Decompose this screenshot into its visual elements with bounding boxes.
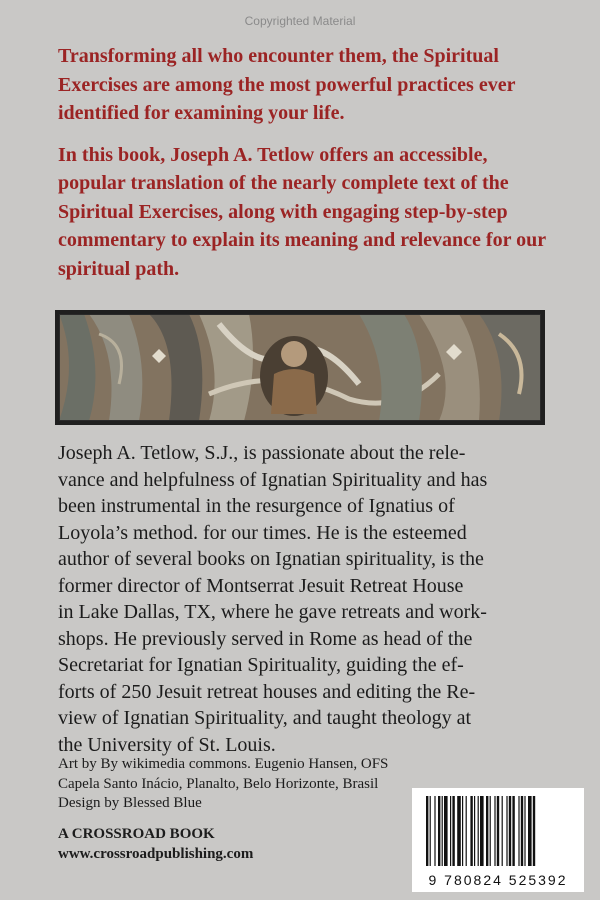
bio-line: forts of 250 Jesuit retreat houses and editing the Re-	[58, 680, 476, 703]
intro-text	[58, 42, 558, 296]
bio-line: author of several books on Ignatian spirituality, is the	[58, 548, 484, 570]
isbn-digits: 9 780824 525392	[428, 872, 568, 888]
barcode-bar	[518, 796, 519, 866]
bio-line: the University of St. Louis.	[58, 733, 276, 756]
barcode-bar	[462, 796, 463, 866]
barcode-bar	[452, 796, 454, 866]
barcode-bar	[450, 796, 451, 866]
barcode-bar	[533, 796, 535, 866]
barcode-bar	[506, 796, 507, 866]
art-credit-line-1: Art by By wikimedia commons. Eugenio Hansen, OFS	[58, 756, 389, 772]
barcode-bar	[434, 796, 435, 866]
bio-line: shops. He previously served in Rome as head of the	[58, 627, 473, 650]
barcode-bar	[509, 796, 511, 866]
barcode-bar	[521, 796, 523, 866]
author-bio	[58, 440, 558, 758]
barcode-bar	[466, 796, 467, 866]
isbn-barcode	[412, 788, 584, 892]
barcode-bar	[494, 796, 495, 866]
barcode-bar	[430, 796, 431, 866]
barcode-bars	[426, 796, 570, 866]
intro-paragraph-1: Transforming all who encounter them, the Spiritual Exercises are among the most powerful practices ever identified for examining your life.	[58, 45, 516, 124]
barcode-bar	[426, 796, 428, 866]
publisher-imprint	[58, 824, 253, 864]
bio-line: been instrumental in the resurgence of Ignatius of	[58, 495, 455, 517]
barcode-bar	[470, 796, 472, 866]
artwork-illustration	[59, 314, 541, 421]
cover-artwork	[55, 310, 545, 425]
art-credit-line-2: Capela Santo Inácio, Planalto, Belo Horizonte, Brasil	[58, 775, 379, 792]
barcode-bar	[474, 796, 475, 866]
bio-line: in Lake Dallas, TX, where he gave retreats and work-	[58, 601, 487, 623]
barcode-bar	[480, 796, 484, 866]
barcode-bar	[457, 796, 461, 866]
bio-line: Secretariat for Ignatian Spirituality, guiding the ef-	[58, 654, 464, 676]
barcode-bar	[497, 796, 499, 866]
barcode-bar	[486, 796, 488, 866]
bio-line: view of Ignatian Spirituality, and taught theology at	[58, 707, 472, 729]
art-credits	[58, 755, 418, 814]
publisher-website: www.crossroadpublishing.com	[58, 846, 254, 862]
barcode-bar	[478, 796, 479, 866]
copyright-watermark: Copyrighted Material	[244, 14, 356, 28]
barcode-bar	[502, 796, 503, 866]
bio-line: Loyola’s method. for our times. He is the esteemed	[58, 521, 467, 544]
publisher-name: A CROSSROAD BOOK	[58, 826, 215, 842]
barcode-bar	[490, 796, 491, 866]
barcode-bar	[524, 796, 525, 866]
design-credit: Design by Blessed Blue	[58, 795, 202, 811]
barcode-bar	[512, 796, 514, 866]
intro-paragraph-2: In this book, Joseph A. Tetlow offers an accessible, popular translation of the nearly complete text of the Spiritual Exercises, along with engaging step-by-step commentary to explain its meaning and relevance for our spiritual path.	[58, 143, 546, 280]
bio-line: vance and helpfulness of Ignatian Spirituality and has	[58, 468, 488, 491]
barcode-bar	[444, 796, 448, 866]
bio-line: Joseph A. Tetlow, S.J., is passionate about the rele-	[58, 442, 466, 464]
barcode-bar	[438, 796, 440, 866]
barcode-bar	[528, 796, 532, 866]
bio-line: former director of Montserrat Jesuit Retreat House	[58, 574, 464, 597]
barcode-bar	[442, 796, 443, 866]
